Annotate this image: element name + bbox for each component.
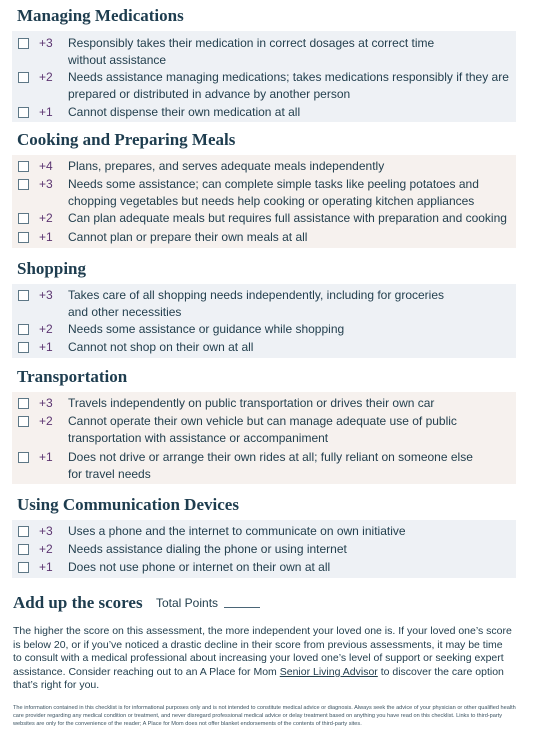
scores-title: Add up the scores	[13, 593, 143, 612]
item-text-line: Travels independently on public transportation or drives their own car	[68, 396, 435, 410]
points-value: +2	[39, 542, 53, 556]
points-value: +3	[39, 36, 53, 50]
item-text-line: chopping vegetables but needs help cooking or operating kitchen appliances	[68, 194, 475, 208]
checklist-item	[12, 559, 516, 576]
points-value: +3	[39, 524, 53, 538]
checklist-item	[12, 523, 516, 540]
checklist-item	[12, 229, 516, 246]
item-text	[68, 69, 514, 103]
checkbox[interactable]	[18, 324, 29, 335]
checkbox[interactable]	[18, 544, 29, 555]
checklist-item	[12, 449, 516, 483]
item-text	[68, 523, 514, 540]
paragraph-text-end: to discover the care option that’s right for you.	[13, 665, 504, 691]
item-text	[68, 176, 514, 210]
item-text-line: Does not use phone or internet on their own at all	[68, 560, 331, 574]
item-text-line: Does not drive or arrange their own rides at all; fully reliant on someone else	[68, 450, 473, 464]
checklist-item	[12, 35, 516, 69]
item-text-line: and other necessities	[68, 305, 182, 319]
checklist-item	[12, 339, 516, 356]
points-value: +1	[39, 105, 53, 119]
checklist-item	[12, 541, 516, 558]
senior-living-advisor-link[interactable]: Senior Living Advisor	[279, 665, 378, 678]
disclaimer-text: The information contained in this checklist is for informational purposes only and is not intended to constitute medical advice or diagnosis. Always seek the advice of your physician or other qualified health care provider regarding any medical condition or treatment, and never disregard professional medical advice or delay treatment based on anything you have read on this checklist. Links to third-party websites are only for the convenience of the reader; A Place for Mom does not offer blanket endorsements of the contents of third-party sites.	[13, 705, 516, 727]
section-title-medications: Managing Medications	[17, 6, 184, 25]
checklist-item	[12, 395, 516, 412]
item-text	[68, 321, 514, 338]
item-text	[68, 287, 514, 321]
section-title-shopping: Shopping	[17, 259, 86, 278]
points-value: +1	[39, 560, 53, 574]
item-text-line: Takes care of all shopping needs independently, including for groceries	[68, 288, 445, 302]
item-text	[68, 339, 514, 356]
item-text	[68, 158, 514, 175]
checklist-item	[12, 158, 516, 175]
section-panel-transportation	[12, 392, 516, 484]
points-value: +2	[39, 414, 53, 428]
section-title-cooking: Cooking and Preparing Meals	[17, 130, 236, 149]
item-text-line: Needs assistance dialing the phone or using internet	[68, 542, 347, 556]
item-text	[68, 541, 514, 558]
section-title-communication: Using Communication Devices	[17, 495, 239, 514]
item-text	[68, 449, 514, 483]
points-value: +1	[39, 230, 53, 244]
item-text-line: Needs some assistance or guidance while shopping	[68, 322, 345, 336]
section-panel-cooking	[12, 155, 516, 248]
item-text	[68, 395, 514, 412]
checklist-item	[12, 104, 516, 121]
item-text-line: without assistance	[68, 53, 167, 67]
item-text	[68, 35, 514, 69]
item-text-line: transportation with assistance or accompaniment	[68, 431, 329, 445]
item-text-line: Needs some assistance; can complete simple tasks like peeling potatoes and	[68, 177, 479, 191]
checkbox[interactable]	[18, 38, 29, 49]
checkbox[interactable]	[18, 107, 29, 118]
item-text	[68, 210, 514, 227]
checkbox[interactable]	[18, 72, 29, 83]
points-value: +1	[39, 450, 53, 464]
item-text-line: Uses a phone and the internet to communicate on own initiative	[68, 524, 406, 538]
points-value: +2	[39, 322, 53, 336]
item-text	[68, 413, 514, 447]
checkbox[interactable]	[18, 416, 29, 427]
item-text-line: Cannot operate their own vehicle but can manage adequate use of public	[68, 414, 457, 428]
section-panel-communication	[12, 520, 516, 578]
points-value: +3	[39, 396, 53, 410]
checklist-item	[12, 321, 516, 338]
points-value: +3	[39, 177, 53, 191]
item-text-line: Cannot plan or prepare their own meals at all	[68, 230, 308, 244]
item-text-line: Needs assistance managing medications; takes medications responsibly if they are	[68, 70, 509, 84]
points-value: +1	[39, 340, 53, 354]
checklist-item	[12, 210, 516, 227]
paragraph-text: The higher the score on this assessment, the more independent your loved one is. If your loved one’s score is below 20, or if you’ve noticed a drastic decline in their score from previous assessments, it may be time to consult with a medical professional about increasing your loved one’s level of support or seeking expert assistance. Consider reaching out to an A Place for Mom	[13, 625, 512, 678]
points-value: +2	[39, 211, 53, 225]
total-points-field[interactable]	[224, 607, 260, 608]
checkbox[interactable]	[18, 161, 29, 172]
checklist-item	[12, 287, 516, 321]
section-panel-medications	[12, 31, 516, 122]
section-title-transportation: Transportation	[17, 367, 128, 386]
points-value: +2	[39, 70, 53, 84]
checkbox[interactable]	[18, 452, 29, 463]
checkbox[interactable]	[18, 179, 29, 190]
item-text-line: Can plan adequate meals but requires full assistance with preparation and cooking	[68, 211, 507, 225]
item-text	[68, 559, 514, 576]
checklist-item	[12, 413, 516, 447]
scoring-explanation	[13, 625, 513, 693]
item-text	[68, 229, 514, 246]
section-panel-shopping	[12, 284, 516, 358]
points-value: +4	[39, 159, 53, 173]
checkbox[interactable]	[18, 526, 29, 537]
item-text-line: for travel needs	[68, 467, 151, 481]
total-points-label: Total Points	[156, 596, 219, 610]
item-text	[68, 104, 514, 121]
item-text-line: Plans, prepares, and serves adequate meals independently	[68, 159, 385, 173]
item-text-line: Responsibly takes their medication in correct dosages at correct time	[68, 36, 435, 50]
points-value: +3	[39, 288, 53, 302]
checklist-item	[12, 69, 516, 103]
item-text-line: Cannot not shop on their own at all	[68, 340, 254, 354]
checkbox[interactable]	[18, 232, 29, 243]
checkbox[interactable]	[18, 290, 29, 301]
item-text-line: Cannot dispense their own medication at all	[68, 105, 301, 119]
checkbox[interactable]	[18, 562, 29, 573]
item-text-line: prepared or distributed in advance by another person	[68, 87, 351, 101]
checkbox[interactable]	[18, 213, 29, 224]
checkbox[interactable]	[18, 342, 29, 353]
checklist-item	[12, 176, 516, 210]
checkbox[interactable]	[18, 398, 29, 409]
